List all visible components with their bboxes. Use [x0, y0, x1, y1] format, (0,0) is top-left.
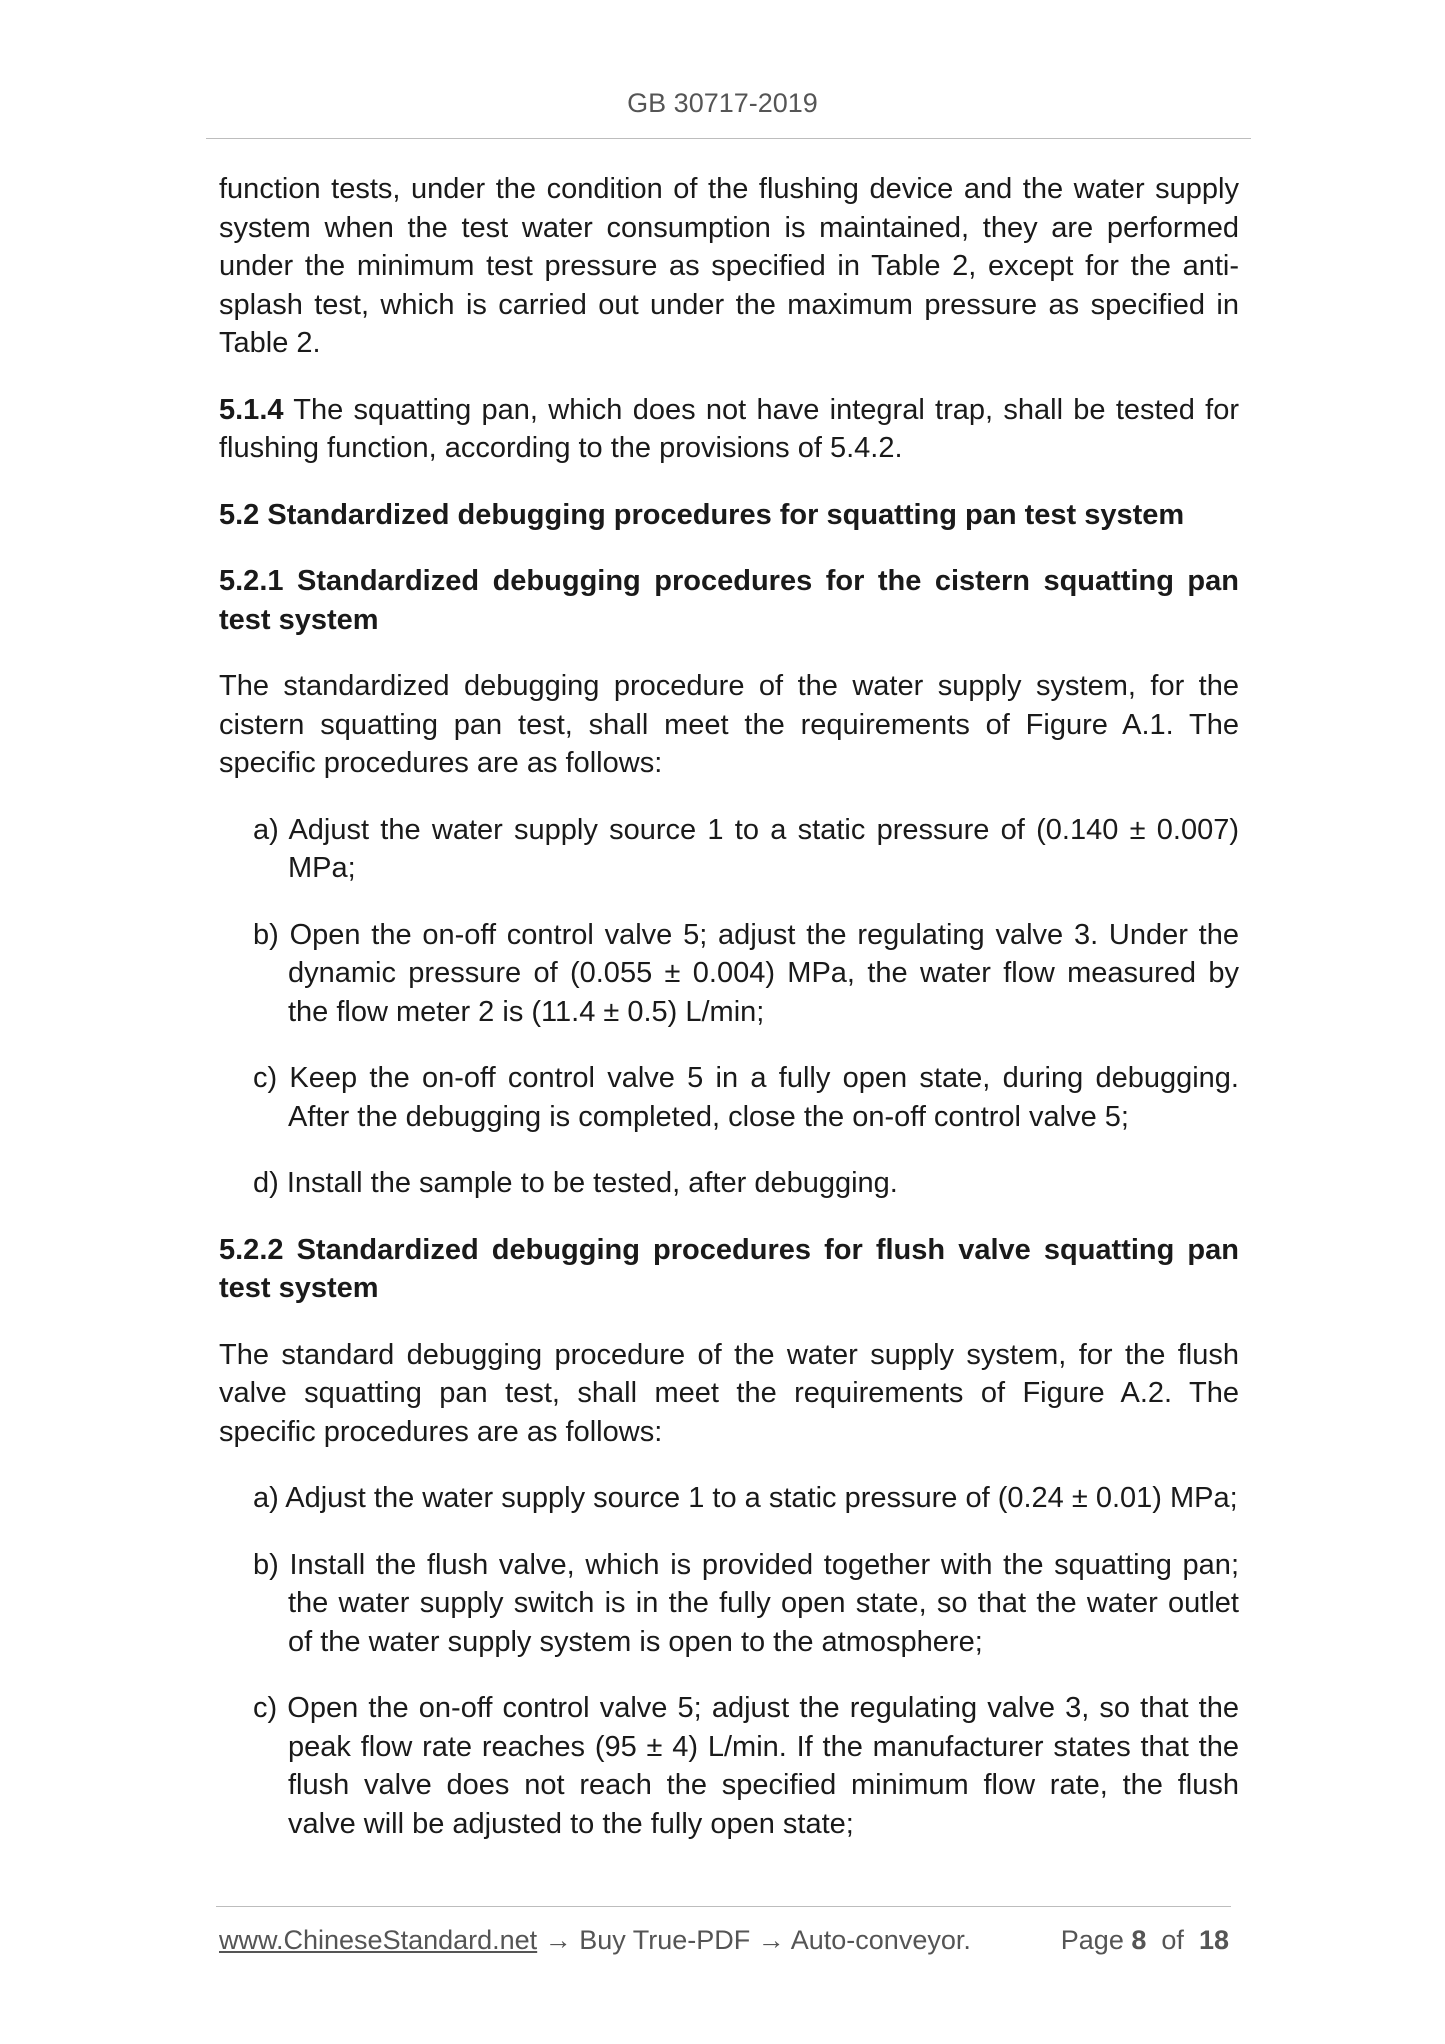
section-5-2-2-heading: 5.2.2 Standardized debugging procedures for flush valve squatting pan test system	[219, 1233, 1239, 1304]
section-5-2-1-heading: 5.2.1 Standardized debugging procedures for the cistern squatting pan test system	[219, 565, 1239, 636]
clause-text: The squatting pan, which does not have integral trap, shall be tested for flushing function, according to the provisions of 5.4.2.	[219, 393, 1239, 464]
current-page: 8	[1131, 1925, 1147, 1955]
clause-number: 5.1.4	[219, 393, 284, 426]
page-number	[1061, 1925, 1229, 1956]
section-5-2-heading: 5.2 Standardized debugging procedures for squatting pan test system	[219, 498, 1185, 531]
page-body	[219, 170, 1239, 1871]
list-item: b) Install the flush valve, which is provided together with the squatting pan; the water supply switch is in the fully open state, so that the water outlet of the water supply system is open to the atmosphere;	[253, 1548, 1239, 1658]
list-item: c) Open the on-off control valve 5; adjust the regulating valve 3, so that the peak flow rate reaches (95 ± 4) L/min. If the manufacturer states that the flush valve does not reach the specified minimum flow rate, the flush valve will be adjusted to the fully open state;	[253, 1692, 1239, 1840]
page-footer	[219, 1925, 1229, 1965]
list-item: a) Adjust the water supply source 1 to a static pressure of (0.24 ± 0.01) MPa;	[253, 1482, 1238, 1514]
list-item: c) Keep the on-off control valve 5 in a fully open state, during debugging. After the debugging is completed, close the on-off control valve 5;	[253, 1062, 1239, 1133]
section-5-2-2-intro: The standard debugging procedure of the water supply system, for the flush valve squatting pan test, shall meet the requirements of Figure A.2. The specific procedures are as follows:	[219, 1338, 1239, 1448]
footer-links	[219, 1925, 971, 1956]
clause-5-1-4	[219, 391, 1239, 468]
list-item: b) Open the on-off control valve 5; adjust the regulating valve 3. Under the dynamic pressure of (0.055 ± 0.004) MPa, the water flow measured by the flow meter 2 is (11.4 ± 0.5) L/min;	[253, 918, 1239, 1028]
header-divider	[206, 138, 1251, 139]
website-link[interactable]: www.ChineseStandard.net	[219, 1925, 538, 1955]
total-pages: 18	[1198, 1925, 1229, 1955]
footer-nav-text: → Buy True-PDF → Auto-conveyor.	[537, 1925, 971, 1955]
footer-divider	[216, 1906, 1231, 1907]
document-code-header: GB 30717-2019	[627, 88, 818, 118]
section-5-2-1-intro: The standardized debugging procedure of the water supply system, for the cistern squatting pan test, shall meet the requirements of Figure A.1. The specific procedures are as follows:	[219, 670, 1239, 779]
list-item: a) Adjust the water supply source 1 to a static pressure of (0.140 ± 0.007) MPa;	[253, 813, 1239, 884]
continued-paragraph: function tests, under the condition of the flushing device and the water supply system when the test water consumption is maintained, they are performed under the minimum test pressure as specified in Table 2, except for the anti-splash test, which is carried out under the maximum pressure as specified in Table 2.	[219, 173, 1239, 359]
page-label: Page	[1060, 1925, 1124, 1955]
list-item: d) Install the sample to be tested, after debugging.	[253, 1167, 898, 1199]
page-of-label: of	[1161, 1925, 1184, 1955]
